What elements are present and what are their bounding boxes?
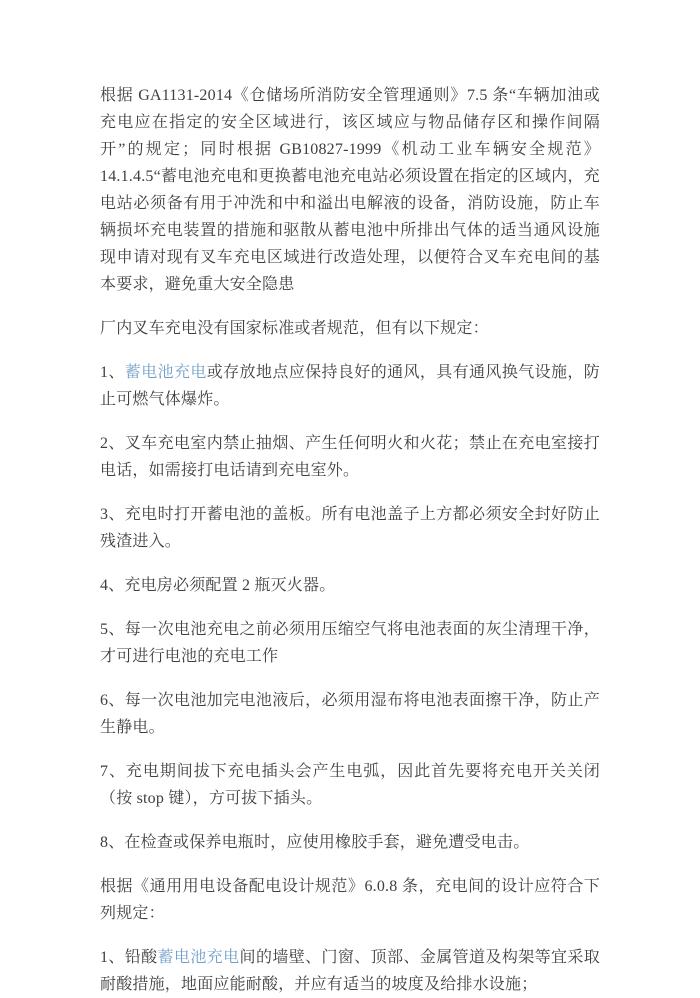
rule-item-5: 5、每一次电池充电之前必须用压缩空气将电池表面的灰尘清理干净，才可进行电池的充电工作 xyxy=(100,621,600,665)
design-1-prefix: 1、铅酸 xyxy=(100,949,158,966)
rule-item-7: 7、充电期间拔下充电插头会产生电弧，因此首先要将充电开关关闭（按 stop 键），方可拔下插头。 xyxy=(100,763,600,807)
design-intro-paragraph: 根据《通用用电设备配电设计规范》6.0.8 条，充电间的设计应符合下列规定： xyxy=(100,878,600,922)
rule-item-2: 2、叉车充电室内禁止抽烟、产生任何明火和火花；禁止在充电室接打电话，如需接打电话请到充电室外。 xyxy=(100,435,600,479)
rule-item-4: 4、充电房必须配置 2 瓶灭火器。 xyxy=(100,577,336,594)
rule-item-1 xyxy=(100,359,600,413)
intro-paragraph: 根据 GA1131-2014《仓储场所消防安全管理通则》7.5 条“车辆加油或充电应在指定的安全区域进行，该区域应与物品储存区和操作间隔开”的规定；同时根据 GB10827-1999《机动工业车辆安全规范》14.1.4.5“蓄电池充电和更换蓄电池充电站必须设置在指定的区域内，充电站必须备有用于冲洗和中和溢出电解液的设备，消防设施，防止车辆损坏充电装置的措施和驱散从蓄电池中所排出气体的适当通风设施现申请对现有叉车充电区域进行改造处理，以便符合叉车充电间的基本要求，避免重大安全隐患 xyxy=(100,87,600,293)
rule-item-8: 8、在检查或保养电瓶时，应使用橡胶手套，避免遭受电击。 xyxy=(100,834,530,851)
rule-item-3: 3、充电时打开蓄电池的盖板。所有电池盖子上方都必须安全封好防止残渣进入。 xyxy=(100,506,600,550)
rule-1-suffix: 或存放地点应保持良好的通风，具有通风换气设施，防止可燃气体爆炸。 xyxy=(100,364,600,408)
battery-charging-link-1[interactable]: 蓄电池充电 xyxy=(124,364,207,381)
design-1-suffix: 间的墙壁、门窗、顶部、金属管道及构架等宜采取耐酸措施，地面应能耐酸，并应有适当的坡度及给排水设施； xyxy=(100,949,600,993)
rule-item-6: 6、每一次电池加完电池液后，必须用湿布将电池表面擦干净，防止产生静电。 xyxy=(100,692,600,736)
battery-charging-link-2[interactable]: 蓄电池充电 xyxy=(157,949,240,966)
rule-1-prefix: 1、 xyxy=(100,364,125,381)
rules-intro-paragraph: 厂内叉车充电没有国家标准或者规范，但有以下规定： xyxy=(100,320,489,337)
